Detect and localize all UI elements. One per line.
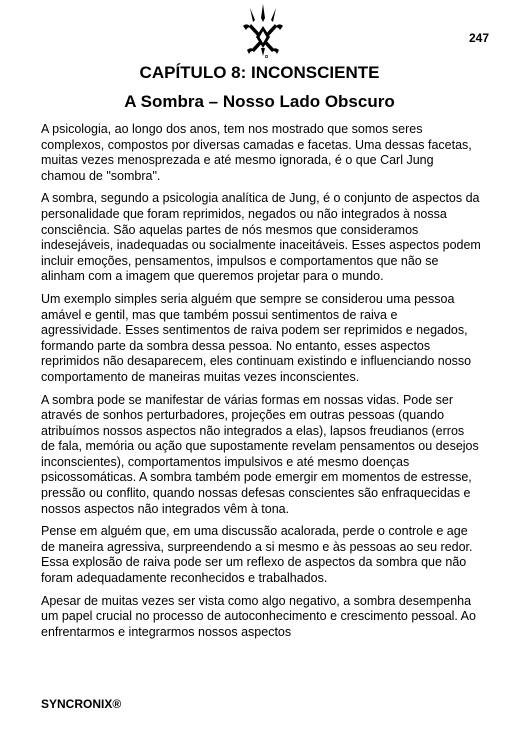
paragraph: Apesar de muitas vezes ser vista como algo negativo, a sombra desempenha um papel crucial no processo de autoconhecimento e crescimento pessoal. Ao enfrentarmos e integrarmos nossos aspectos xyxy=(41,593,476,639)
paragraph: A sombra, segundo a psicologia analítica de Jung, é o conjunto de aspectos da personalidade que foram reprimidos, negados ou não integrados à nossa consciência. São aquelas partes de nós mesmos que consideramos indesejáveis, inadequadas ou socialmente inaceitáveis. Esses aspectos podem incluir emoções, pensamentos, impulsos e comportamentos que não se alinham com a imagem que queremos projetar para o mundo. xyxy=(41,191,481,284)
ornamental-emblem-icon xyxy=(241,4,285,60)
footer-brand: SYNCRONIX® xyxy=(41,697,122,711)
paragraph: A sombra pode se manifestar de várias formas em nossas vidas. Pode ser através de sonhos perturbadores, projeções em outras pessoas (quando atribuímos nossos aspectos não integrados a elas), lapsos freudianos (erros de fala, memória ou ação que supostamente revelam pensamentos ou desejos inconscientes), comportamentos impulsivos e até mesmo doenças psicossomáticas. A sombra também pode emergir em momentos de estresse, pressão ou conflito, quando nossas defesas conscientes são enfraquecidas e nossos aspectos não integrados vêm à tona. xyxy=(41,392,479,516)
page-number: 247 xyxy=(468,31,489,45)
paragraph: Pense em alguém que, em uma discussão acalorada, perde o controle e age de maneira agressiva, surpreendendo a si mesmo e às pessoas ao seu redor. Essa explosão de raiva pode ser um reflexo de aspectos da sombra que não foram adequadamente reconhecidos e trabalhados. xyxy=(41,524,473,586)
body-text xyxy=(41,122,481,647)
section-title: A Sombra – Nosso Lado Obscuro xyxy=(124,92,395,111)
paragraph: A psicologia, ao longo dos anos, tem nos mostrado que somos seres complexos, compostos por diversas camadas e facetas. Uma dessas facetas, muitas vezes menosprezada e até mesmo ignorada, é o que Carl Jung chamou de "sombra". xyxy=(41,122,472,183)
paragraph: Um exemplo simples seria alguém que sempre se considerou uma pessoa amável e gentil, mas que também possui sentimentos de raiva e agressividade. Esses sentimentos de raiva podem ser reprimidos e negados, formando parte da sombra dessa pessoa. No entanto, esses aspectos reprimidos não desaparecem, eles continuam existindo e influenciando nosso comportamento de maneiras muitas vezes inconscientes. xyxy=(41,291,472,384)
chapter-title: CAPÍTULO 8: INCONSCIENTE xyxy=(139,63,380,82)
